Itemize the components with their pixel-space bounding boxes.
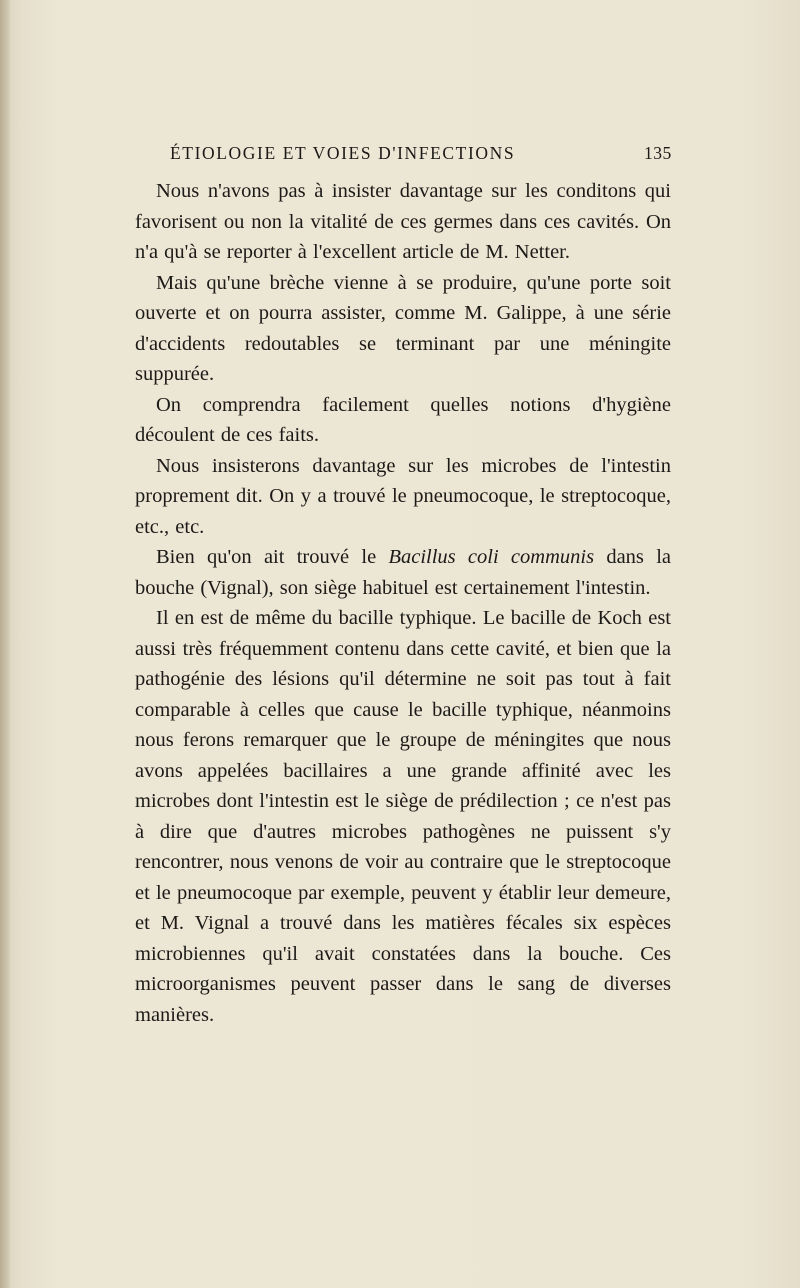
- paragraph: [135, 542, 671, 603]
- paragraph: Nous insisterons davantage sur les microbes de l'intestin proprement dit. On y a trouvé le pneumocoque, le streptocoque, etc., etc.: [135, 454, 671, 538]
- species-name: Bacillus coli communis: [388, 546, 595, 568]
- paragraph: Nous n'avons pas à insister davantage sur les conditons qui favorisent ou non la vitalité de ces germes dans ces cavités. On n'a qu'à se reporter à l'excellent article de M. Netter.: [135, 180, 671, 263]
- paragraph-text: dans la bouche (Vignal), son siège habituel est certainement l'intestin.: [135, 546, 671, 599]
- running-title: ÉTIOLOGIE ET VOIES D'INFECTIONS: [170, 143, 516, 163]
- body-text: [135, 176, 671, 1030]
- running-header: [170, 143, 670, 164]
- paragraph: Mais qu'une brèche vienne à se produire, qu'une porte soit ouverte et on pourra assister, comme M. Galippe, à une série d'accidents redoutables se terminant par une méningite suppurée.: [135, 271, 671, 385]
- page-number: 135: [644, 143, 672, 163]
- page-spine-shadow: [0, 0, 10, 1288]
- paragraph: On comprendra facilement quelles notions d'hygiène découlent de ces faits.: [135, 393, 671, 446]
- paragraph-text: Bien qu'on ait trouvé le: [156, 546, 389, 568]
- paragraph: Il en est de même du bacille typhique. Le bacille de Koch est aussi très fréquemment contenu dans cette cavité, et bien que la pathogénie des lésions qu'il détermine ne soit pas tout à fait comparable à celles que cause le bacille typhique, néanmoins nous ferons remarquer que le groupe de méningites que nous avons appelées bacillaires a une grande affinité avec les microbes dont l'intestin est le siège de prédilection ; ce n'est pas à dire que d'autres microbes pathogènes ne puissent s'y rencontrer, nous venons de voir au contraire que le streptocoque et le pneumocoque par exemple, peuvent y établir leur demeure, et M. Vignal a trouvé dans les matières fécales six espèces microbiennes qu'il avait constatées dans la bouche. Ces microorganismes peuvent passer dans le sang de diverses manières.: [135, 607, 671, 1026]
